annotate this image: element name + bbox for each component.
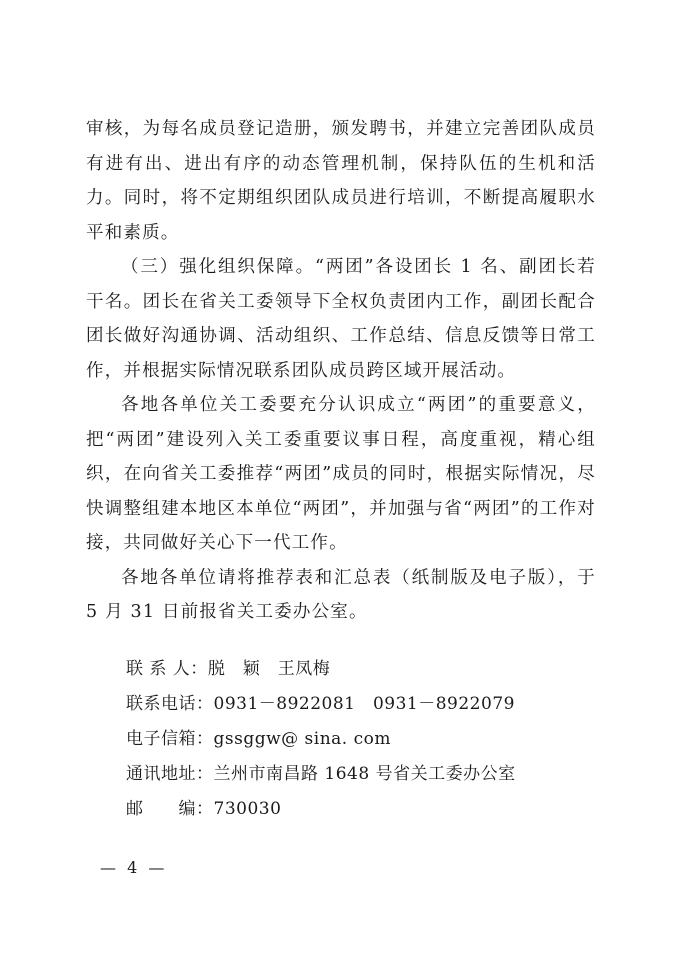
contact-row-postcode	[126, 792, 586, 827]
contact-label: 电子信箱：	[126, 729, 214, 749]
contact-value: 0931－8922081 0931－8922079	[213, 694, 515, 714]
document-body	[86, 112, 596, 630]
contact-block	[126, 652, 586, 827]
contact-row-person	[126, 652, 586, 687]
contact-value: 兰州市南昌路 1648 号省关工委办公室	[213, 764, 516, 784]
contact-label: 联系电话：	[126, 694, 214, 714]
paragraph-organization-guarantee: （三）强化组织保障。“两团”各设团长 1 名、副团长若干名。团长在省关工委领导下全权负责团内工作，副团长配合团长做好沟通协调、活动组织、工作总结、信息反馈等日常工作，并根据实际情况联系团队成员跨区域开展活动。	[86, 257, 596, 381]
page-number: — 4 —	[100, 858, 168, 877]
contact-row-phone	[126, 687, 586, 722]
contact-row-email	[126, 722, 586, 757]
contact-label: 邮 编：	[126, 799, 214, 819]
contact-value: gssggw@ sina. com	[213, 729, 391, 749]
contact-label: 通讯地址：	[126, 764, 214, 784]
contact-label: 联 系 人：	[126, 659, 208, 679]
paragraph-importance: 各地各单位关工委要充分认识成立“两团”的重要意义，把“两团”建设列入关工委重要议事日程，高度重视，精心组织，在向省关工委推荐“两团”成员的同时，根据实际情况，尽快调整组建本地区本单位“两团”，并加强与省“两团”的工作对接，共同做好关心下一代工作。	[86, 395, 596, 553]
contact-value: 脱 颖 王凤梅	[207, 659, 331, 679]
paragraph-submission-deadline: 各地各单位请将推荐表和汇总表（纸制版及电子版），于 5 月 31 日前报省关工委办公室。	[86, 567, 596, 622]
paragraph-continuation: 审核，为每名成员登记造册，颁发聘书，并建立完善团队成员有进有出、进出有序的动态管理机制，保持队伍的生机和活力。同时，将不定期组织团队成员进行培训，不断提高履职水平和素质。	[86, 119, 596, 243]
contact-value: 730030	[213, 799, 282, 819]
contact-row-address	[126, 757, 586, 792]
